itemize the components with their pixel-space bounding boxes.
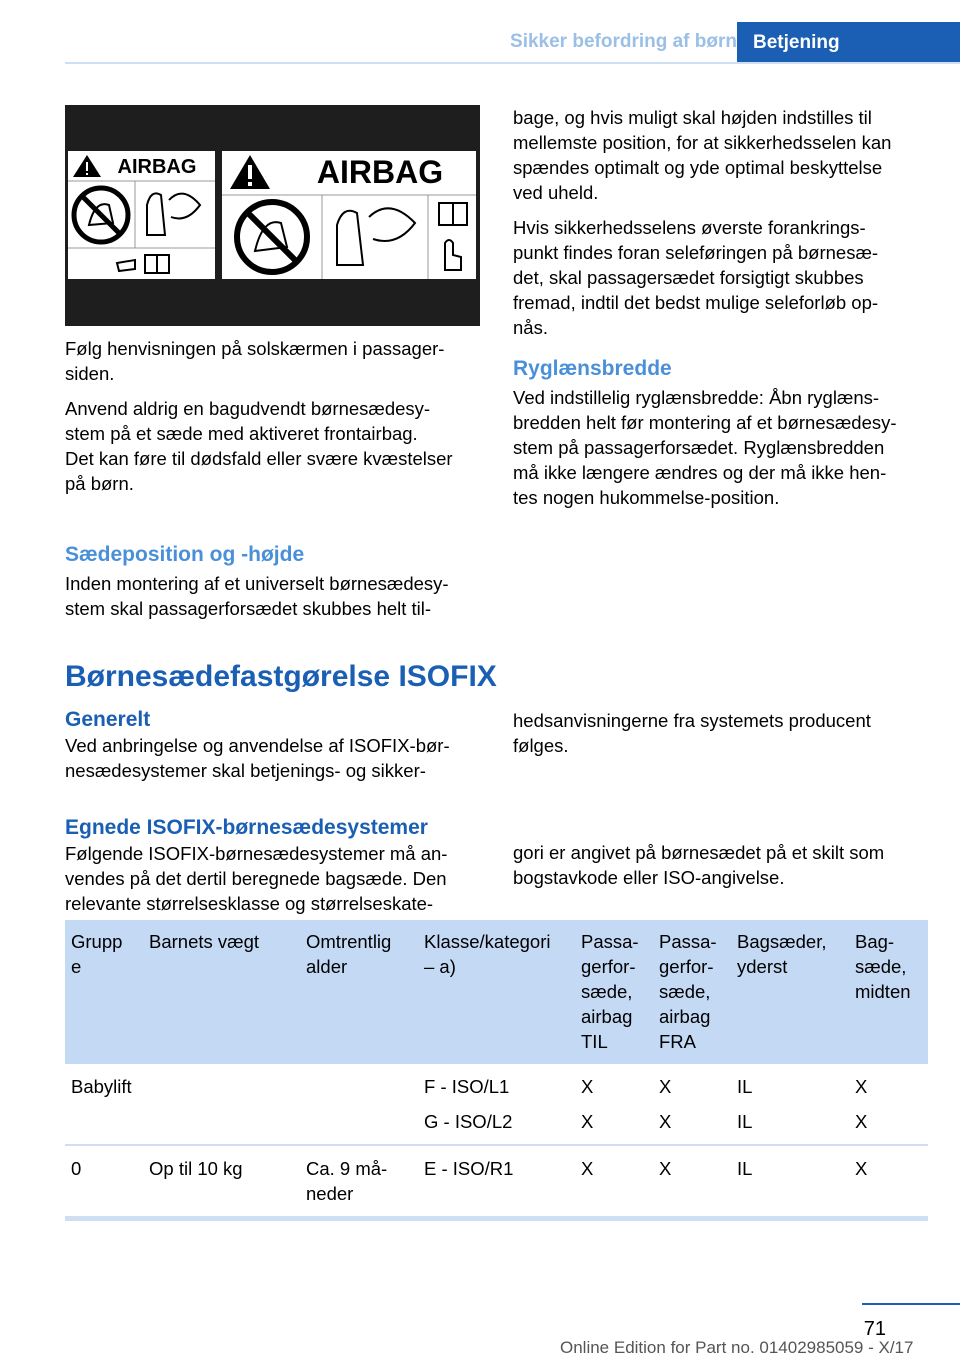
header-class: Klasse/kategori – a) bbox=[418, 920, 575, 1064]
isofix-general-right bbox=[513, 708, 928, 768]
isofix-general-left bbox=[65, 707, 480, 793]
general-text-right: hedsanvisningerne fra systemets producent følges. bbox=[513, 710, 871, 756]
cell-value: X bbox=[581, 1076, 594, 1097]
header-age: Omtrentlig alder bbox=[300, 920, 418, 1064]
rear-facing-warning: Anvend aldrig en bagudvendt børnesædesy- stem på et sæde med aktiveret frontairbag. Det kan føre til dødsfald eller svære kvæstelser på børn. bbox=[65, 398, 453, 494]
cell-rear-outer bbox=[731, 1064, 849, 1145]
belt-anchor-text: Hvis sikkerhedsselens øverste forankrings- punkt findes foran seleføringen på børnesæ- det, skal passagersædet forsigtigt skubbes fremad, indtil det bedst mulige seleforløb op- nås. bbox=[513, 217, 879, 338]
cell-value: X bbox=[855, 1111, 868, 1132]
header-rear-middle: Bag- sæde, midten bbox=[849, 920, 928, 1064]
cell-group: Babylift bbox=[65, 1064, 143, 1145]
page-number: 71 bbox=[863, 1318, 886, 1340]
backrest-width-text: Ved indstillelig ryglænsbredde: Åbn ryglæns- bredden helt før montering af et børnesædesy- stem på passagerforsædet. Ryglænsbredden må ikke længere ændres og der må ikke hen- tes nogen hukommelse-position. bbox=[513, 387, 897, 508]
airbag-warning-drawing bbox=[65, 105, 480, 326]
cell-rear-outer: IL bbox=[731, 1145, 849, 1219]
seat-position-text: Inden montering af et universelt børnesædesy- stem skal passagerforsædet skubbes helt til- bbox=[65, 573, 449, 619]
header-group: Grupp e bbox=[65, 920, 143, 1064]
cell-rear-middle bbox=[849, 1064, 928, 1145]
cell-value: IL bbox=[737, 1111, 753, 1132]
cell-airbag-on bbox=[575, 1064, 653, 1145]
isofix-suitable-right bbox=[513, 840, 928, 900]
cell-airbag-off bbox=[653, 1064, 731, 1145]
general-heading: Generelt bbox=[65, 708, 151, 731]
suitable-text-right: gori er angivet på børnesædet på et skilt som bogstavkode eller ISO-angivelse. bbox=[513, 842, 885, 888]
cell-weight: Op til 10 kg bbox=[143, 1145, 300, 1219]
airbag-warning-image bbox=[65, 105, 480, 326]
header-section-title: Sikker befordring af børn bbox=[510, 31, 737, 52]
seat-position-heading: Sædeposition og -højde bbox=[65, 543, 305, 566]
isofix-title: Børnesædefastgørelse ISOFIX bbox=[65, 660, 497, 693]
isofix-table bbox=[65, 920, 928, 1221]
cell-class bbox=[418, 1064, 575, 1145]
airbag-label-large: AIRBAG bbox=[316, 154, 444, 190]
cell-age: Ca. 9 må- neder bbox=[300, 1145, 418, 1219]
header-airbag-off: Passa- gerfor- sæde, airbag FRA bbox=[653, 920, 731, 1064]
table-row bbox=[65, 1064, 928, 1145]
header-chapter-tab: Betjening bbox=[737, 22, 960, 63]
header-rule bbox=[65, 62, 960, 64]
cell-rear-middle: X bbox=[849, 1145, 928, 1219]
suitable-text-left: Følgende ISOFIX-børnesædesystemer må an- vendes på det dertil beregnede bagsæde. Den relevante størrelsesklasse og størrelseskate- bbox=[65, 843, 448, 914]
table-row bbox=[65, 1145, 928, 1219]
visor-note: Følg henvisningen på solskærmen i passager- siden. bbox=[65, 338, 445, 384]
footer-rule bbox=[862, 1303, 960, 1305]
airbag-label-small: AIRBAG bbox=[117, 156, 197, 178]
cell-age bbox=[300, 1064, 418, 1145]
cell-value: X bbox=[659, 1076, 672, 1097]
right-column-text bbox=[513, 105, 928, 520]
backrest-width-heading: Ryglænsbredde bbox=[513, 357, 672, 380]
cell-airbag-off: X bbox=[653, 1145, 731, 1219]
left-column-text bbox=[65, 336, 480, 631]
header-weight: Barnets vægt bbox=[143, 920, 300, 1064]
cell-value: X bbox=[659, 1111, 672, 1132]
seat-position-continued: bage, og hvis muligt skal højden indstilles til mellemste position, for at sikkerhedsselen kan spændes optimalt og yde optimal beskyttelse ved uheld. bbox=[513, 107, 892, 203]
footer-edition: Online Edition for Part no. 01402985059 - X/17 bbox=[560, 1338, 914, 1357]
cell-class-line: F - ISO/L1 bbox=[424, 1076, 510, 1097]
table-header-row bbox=[65, 920, 928, 1064]
cell-value: X bbox=[581, 1111, 594, 1132]
cell-class: E - ISO/R1 bbox=[418, 1145, 575, 1219]
header-airbag-on: Passa- gerfor- sæde, airbag TIL bbox=[575, 920, 653, 1064]
header-rear-outer: Bagsæder, yderst bbox=[731, 920, 849, 1064]
cell-value: IL bbox=[737, 1076, 753, 1097]
general-text-left: Ved anbringelse og anvendelse af ISOFIX-bør- nesædesystemer skal betjenings- og sikker- bbox=[65, 735, 450, 781]
cell-class-line: G - ISO/L2 bbox=[424, 1111, 513, 1132]
cell-weight bbox=[143, 1064, 300, 1145]
cell-group: 0 bbox=[65, 1145, 143, 1219]
cell-value: X bbox=[855, 1076, 868, 1097]
suitable-systems-heading: Egnede ISOFIX-børnesædesystemer bbox=[65, 816, 428, 839]
cell-airbag-on: X bbox=[575, 1145, 653, 1219]
isofix-suitable-left bbox=[65, 815, 505, 926]
